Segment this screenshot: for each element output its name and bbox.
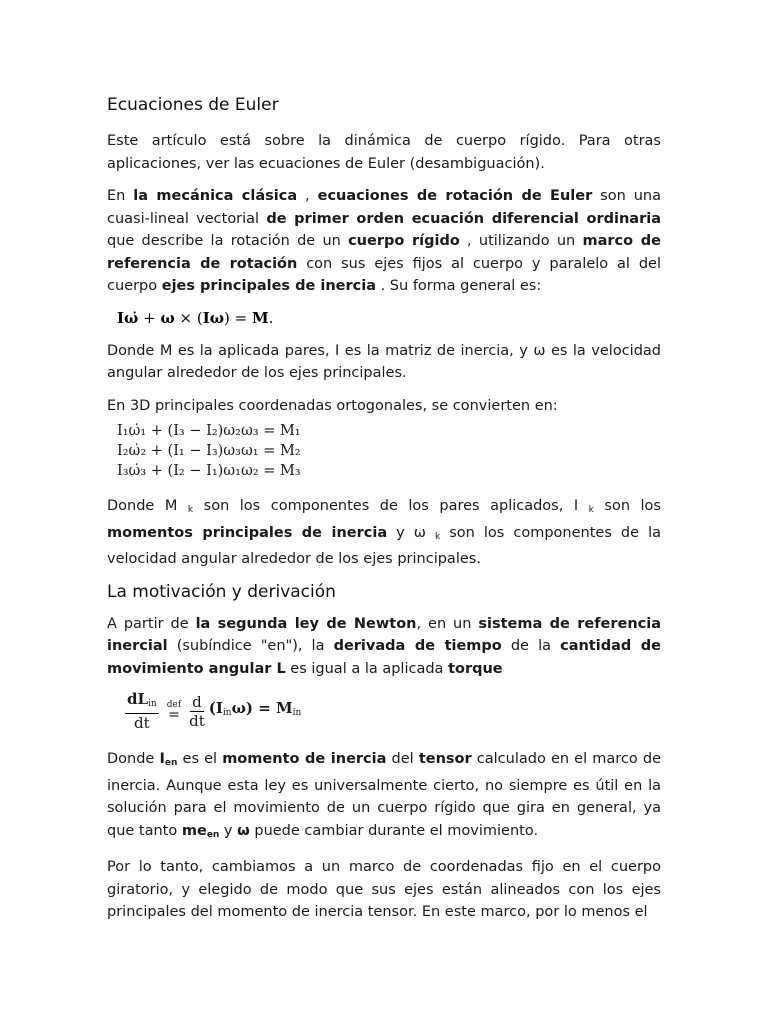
equation-row: I₁ω̇₁ + (I₃ − I₂)ω₂ω₃ = M₁ bbox=[117, 423, 301, 439]
section-heading: La motivación y derivación bbox=[107, 581, 336, 602]
equations-3d bbox=[117, 421, 661, 481]
equation-general: Iω̇ + ω × (Iω) = M. bbox=[117, 308, 274, 327]
link-momento-inercia[interactable]: momento de inercia bbox=[222, 751, 387, 767]
link-marco-referencia[interactable]: marco de referencia de rotación bbox=[107, 233, 661, 272]
link-momentos-principales[interactable]: momentos principales de inercia bbox=[107, 524, 388, 541]
paragraph-newton: A partir de la segunda ley de Newton, en un sistema de referencia inercial (subíndice "en"), la derivada de tiempo de la cantidad de movimiento angular L es igual a la aplicada torque bbox=[107, 615, 661, 677]
link-ejes-principales[interactable]: ejes principales de inercia bbox=[161, 278, 376, 294]
article-body bbox=[107, 94, 661, 934]
equation-derivative: $\frac{dL_{in}}{dt}$ def = $\frac{d}{dt}$ $(I_{in}\omega) = M_{in}$ bbox=[127, 690, 302, 732]
link-torque[interactable]: torque bbox=[448, 660, 503, 677]
paragraph-3d: En 3D principales coordenadas ortogonales, se convierten en: bbox=[107, 397, 558, 414]
page-title: Ecuaciones de Euler bbox=[107, 95, 279, 115]
intro-note: Este artículo está sobre la dinámica de cuerpo rígido. Para otras aplicaciones, ver las ecuaciones de Euler (desambiguación). bbox=[107, 133, 661, 172]
link-tensor[interactable]: tensor bbox=[418, 751, 472, 767]
link-ecuacion-diferencial[interactable]: de primer orden ecuación diferencial ordinaria bbox=[266, 210, 661, 227]
link-mecanica-clasica[interactable]: la mecánica clásica bbox=[133, 188, 298, 204]
link-cuerpo-rigido[interactable]: cuerpo rígido bbox=[348, 233, 460, 249]
paragraph-definition: En la mecánica clásica , ecuaciones de rotación de Euler son una cuasi-lineal vectorial de primer orden ecuación diferencial ordinaria que describe la rotación de un cuerpo rígido , utilizando un marco de referencia de rotación con sus ejes fijos al cuerpo y paralelo al del cuerpo ejes principales de inercia . Su forma general es: bbox=[107, 188, 661, 294]
equation-row: I₂ω̇₂ + (I₁ − I₃)ω₃ω₁ = M₂ bbox=[117, 443, 301, 459]
paragraph-inertia: Donde $I_{en}$ es el momento de inercia del tensor calculado en el marco de inercia. Aunque esta ley es universalmente cierto, no siempre es útil en la solución para el movimiento de un cuerpo rígido que gira en general, ya que tanto $me_{en}$ y ω puede cambiar durante el movimiento. bbox=[107, 751, 661, 840]
link-derivada-tiempo[interactable]: derivada de tiempo bbox=[333, 638, 502, 654]
equation-row: I₃ω̇₃ + (I₂ − I₁)ω₁ω₂ = M₃ bbox=[117, 463, 301, 479]
link-segunda-ley[interactable]: la segunda ley de Newton bbox=[195, 615, 417, 632]
paragraph-body-frame: Por lo tanto, cambiamos a un marco de coordenadas fijo en el cuerpo giratorio, y elegido de modo que sus ejes están alineados con los ejes principales del momento de inercia tensor. En este marco, por lo menos el bbox=[107, 859, 661, 920]
paragraph-where: Donde M es la aplicada pares, I es la matriz de inercia, y ω es la velocidad angular alrededor de los ejes principales. bbox=[107, 342, 661, 381]
paragraph-components: Donde M $_k$ son los componentes de los pares aplicados, I $_k$ son los momentos principales de inercia y ω $_k$ son los componentes de la velocidad angular alrededor de los ejes principales. bbox=[107, 498, 661, 567]
link-momento-angular[interactable]: cantidad de movimiento angular bbox=[107, 638, 661, 677]
link-sistema-inercial[interactable]: sistema de referencia inercial bbox=[107, 615, 661, 654]
